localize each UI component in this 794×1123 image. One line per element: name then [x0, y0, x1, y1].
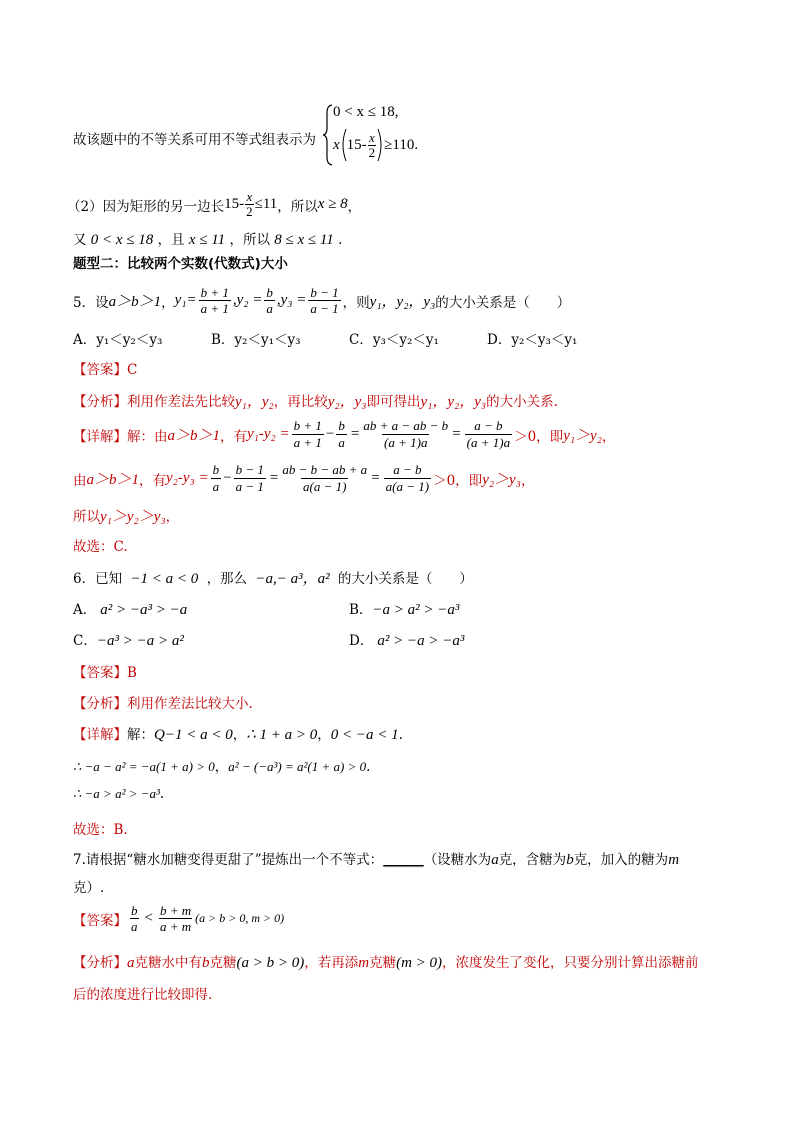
q6-analysis: 【分析】利用作差法比较大小.	[73, 696, 253, 712]
q7-analysis-line-2: 后的浓度进行比较即得.	[73, 987, 213, 1003]
fraction: $\frac{b - 1}{a - 1}$	[235, 462, 264, 494]
q6-answer	[73, 661, 137, 681]
inequality-system	[322, 102, 442, 168]
fraction: $\frac{a - b}{a(a - 1)}$	[385, 462, 430, 494]
big-paren-right-icon	[377, 128, 384, 162]
section-title: 题型二：比较两个实数(代数式)大小	[73, 256, 288, 272]
q7-stem-line-2: 克）.	[73, 880, 105, 896]
q7-answer-blank[interactable]: ______	[383, 852, 424, 868]
detail-tag: 【详解】	[73, 727, 127, 743]
q6-stem: 6．已知 −1 < a < 0 ，那么 −a,− a³，a² 的大小关系是（ ）	[73, 571, 473, 587]
answer-tag: 【答案】	[73, 362, 127, 378]
fraction: b a	[131, 903, 138, 934]
q5-detail-2: 由 a＞b＞1 ，有 y₂-y₃ = $\frac{b}{a}$ − $\frac{b - 1}{a - 1}$ = $\frac{ab - b - ab + a}{a(a - 1)}$ = $\frac{a - b}{a(a - 1)}$ ＞0，即 y₂＞y₃ ，	[73, 462, 535, 494]
q5-stem: 5．设 a＞b＞1 ， y₁= $\frac{b + 1}{a + 1}$ ,y₂ = $\frac{b}{a}$ ,y₃ = $\frac{b - 1}{a - 1}$ ，则 y₁，y₂，y₃ 的大小关系是（ ）	[73, 285, 571, 316]
system-line-1: 0 < x ≤ 18,	[333, 104, 399, 120]
q6-detail-2: ∴ −a − a² = −a(1 + a) > 0，a² − (−a³) = a²(1 + a) > 0.	[73, 759, 371, 775]
q5-answer	[73, 358, 137, 378]
fraction-x-over-2: x 2	[368, 129, 376, 160]
system-intro-text: 故该题中的不等关系可用不等式组表示为	[73, 132, 316, 148]
q7-answer: 【答案】 b a < b + m a + m (a > b > 0, m > 0)	[73, 903, 285, 934]
q6-option-a[interactable]: A． a² > −a³ > −a	[73, 602, 188, 618]
q6-option-b[interactable]: B．−a > a² > −a³	[349, 602, 460, 618]
q5-options	[73, 328, 733, 348]
big-paren-left-icon	[340, 128, 347, 162]
q5-analysis: 【分析】利用作差法先比较y₁，y₂，再比较y₂，y₃即可得出y₁，y₂，y₃的大小关系.	[73, 394, 558, 410]
fraction: $\frac{a - b}{(a + 1)a}$	[466, 418, 511, 450]
fraction: $\frac{b}{a}$	[212, 462, 220, 494]
q6-detail-1: 【详解】解：Q−1 < a < 0，∴ 1 + a > 0，0 < −a < 1.	[73, 727, 403, 743]
q7-stem-line-1: 7.请根据“糖水加糖变得更甜了”提炼出一个不等式：______（设糖水为a克，含糖为b克，加入的糖为m	[73, 852, 680, 868]
fraction: $\frac{ab + a - ab - b}{(a + 1)a}$	[363, 418, 449, 450]
system-line-2: x 15- x 2 ≥110.	[333, 128, 418, 162]
system-intro-line	[73, 128, 316, 148]
fraction-x-over-2-b: $\frac{x}{2}$	[246, 189, 253, 219]
part2-line: （2）因为矩形的另一边长 15- $\frac{x}{2}$ ≤11 ，所以 x ≥ 8 ，	[67, 189, 362, 219]
answer-value: B	[127, 665, 137, 681]
answer-value: C	[127, 362, 138, 378]
q7-analysis-line-1: 【分析】a克糖水中有b克糖(a > b > 0)，若再添m克糖(m > 0)，浓度发生了变化，只要分别计算出添糖前	[73, 955, 699, 971]
q5-option-b[interactable]: B．y₂＜y₁＜y₃	[211, 332, 301, 348]
fraction: $\frac{ab - b - ab + a}{a(a - 1)}$	[282, 462, 368, 494]
answer-tag: 【答案】	[73, 665, 127, 681]
detail-tag: 【详解】	[73, 428, 127, 445]
q6-option-c[interactable]: C．−a³ > −a > a²	[73, 633, 184, 649]
q5-y1-fraction: $\frac{b + 1}{a + 1}$	[200, 285, 229, 316]
fraction: b + m a + m	[159, 903, 192, 934]
q5-y3-fraction: $\frac{b - 1}{a - 1}$	[310, 285, 339, 316]
part2-line-3: 又 0 < x ≤ 18 ，且 x ≤ 11 ，所以 8 ≤ x ≤ 11 .	[73, 232, 343, 248]
analysis-tag: 【分析】	[73, 955, 127, 971]
q6-options-row-1	[73, 598, 733, 618]
q6-option-d[interactable]: D． a² > −a > −a³	[349, 633, 465, 649]
fraction: $\frac{b + 1}{a + 1}$	[293, 418, 322, 450]
q5-detail-1: 【详解】 解：由 a＞b＞1 ，有 y₁-y₂ = $\frac{b + 1}{a + 1}$ − $\frac{b}{a}$ = $\frac{ab + a - ab - b}{(a + 1)a}$ = $\frac{a - b}{(a + 1)a}$ ＞0，即 y₁＞y₂ ，	[73, 418, 616, 450]
q6-options-row-2	[73, 629, 733, 649]
answer-tag: 【答案】	[73, 912, 127, 929]
q5-detail-3: 所以y₁＞y₂＞y₃，	[73, 509, 180, 525]
q5-option-d[interactable]: D．y₂＜y₃＜y₁	[487, 332, 578, 348]
q5-y2-fraction: $\frac{b}{a}$	[266, 285, 273, 316]
q5-option-c[interactable]: C．y₃＜y₂＜y₁	[349, 332, 439, 348]
q5-option-a[interactable]: A．y₁＜y₂＜y₃	[73, 332, 163, 348]
q6-detail-3: ∴ −a > a² > −a³.	[73, 786, 165, 802]
analysis-tag: 【分析】	[73, 394, 127, 410]
analysis-tag: 【分析】	[73, 696, 127, 712]
fraction: $\frac{b}{a}$	[338, 418, 345, 450]
q5-choose: 故选：C.	[73, 539, 128, 555]
q6-choose: 故选：B.	[73, 822, 128, 838]
